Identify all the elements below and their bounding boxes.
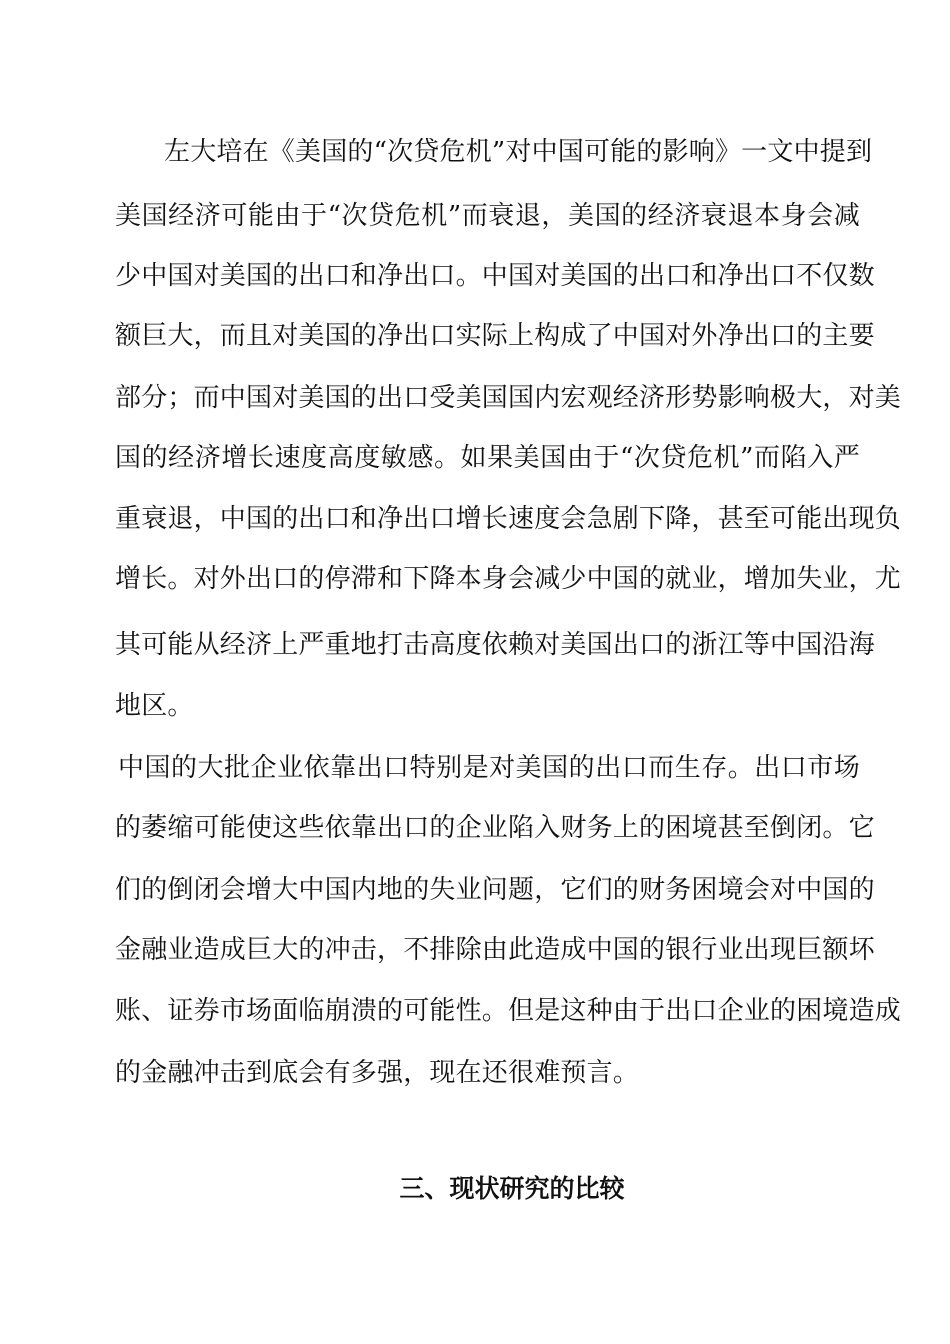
paragraph-2-line-4: 金融业造成巨大的冲击，不排除由此造成中国的银行业出现巨额坏 — [115, 935, 875, 965]
paragraph-1-line-7: 重衰退，中国的出口和净出口增长速度会急剧下降，甚至可能出现负 — [115, 504, 902, 534]
paragraph-1-line-5: 部分；而中国对美国的出口受美国国内宏观经济形势影响极大，对美 — [115, 383, 902, 413]
paragraph-2-line-1: 中国的大批企业依靠出口特别是对美国的出口而生存。出口市场 — [118, 753, 860, 783]
paragraph-1-line-2: 美国经济可能由于“次贷危机”而衰退，美国的经济衰退本身会减 — [115, 201, 860, 231]
paragraph-1-line-1: 左大培在《美国的“次贷危机”对中国可能的影响》一文中提到 — [164, 137, 873, 167]
paragraph-1-line-8: 增长。对外出口的停滞和下降本身会减少中国的就业，增加失业，尤 — [115, 564, 902, 594]
paragraph-1-line-10: 地区。 — [115, 691, 194, 721]
paragraph-1-line-4: 额巨大，而且对美国的净出口实际上构成了中国对外净出口的主要 — [115, 321, 875, 351]
paragraph-1-line-9: 其可能从经济上严重地打击高度依赖对美国出口的浙江等中国沿海 — [115, 630, 875, 660]
paragraph-1-line-3: 少中国对美国的出口和净出口。中国对美国的出口和净出口不仅数 — [115, 261, 875, 291]
paragraph-2-line-3: 们的倒闭会增大中国内地的失业问题，它们的财务困境会对中国的 — [115, 875, 875, 905]
paragraph-2-line-6: 的金融冲击到底会有多强，现在还很难预言。 — [115, 1058, 640, 1088]
paragraph-2-line-5: 账、证券市场面临崩溃的可能性。但是这种由于出口企业的困境造成 — [115, 996, 902, 1026]
paragraph-2-line-2: 的萎缩可能使这些依靠出口的企业陷入财务上的困境甚至倒闭。它 — [115, 813, 875, 843]
paragraph-1-line-6: 国的经济增长速度高度敏感。如果美国由于“次贷危机”而陷入严 — [115, 443, 860, 473]
section-heading: 三、现状研究的比较 — [399, 1174, 625, 1203]
